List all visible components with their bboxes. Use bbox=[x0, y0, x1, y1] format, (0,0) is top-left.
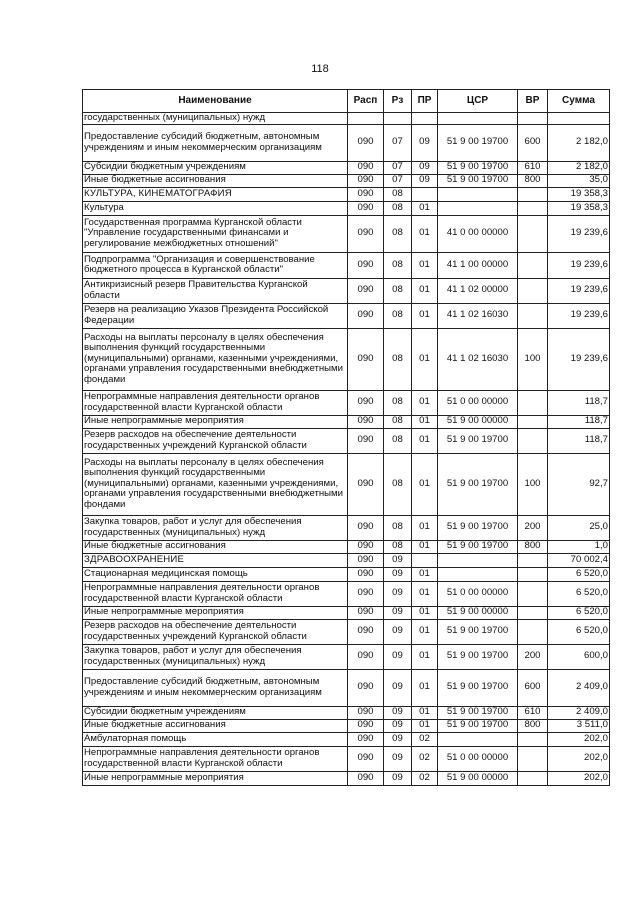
cell-csr bbox=[438, 567, 518, 581]
cell-rz: 08 bbox=[384, 252, 412, 278]
cell-name: КУЛЬТУРА, КИНЕМАТОГРАФИЯ bbox=[83, 187, 348, 201]
cell-rasp: 090 bbox=[348, 771, 384, 785]
cell-vr: 200 bbox=[518, 515, 548, 540]
cell-csr: 51 9 00 19700 bbox=[438, 453, 518, 515]
cell-csr: 51 9 00 00000 bbox=[438, 415, 518, 428]
cell-rasp: 090 bbox=[348, 161, 384, 174]
cell-pr: 02 bbox=[412, 746, 438, 771]
cell-pr: 01 bbox=[412, 215, 438, 252]
table-row bbox=[83, 581, 610, 606]
page-number: 118 bbox=[311, 63, 329, 75]
cell-sum: 202,0 bbox=[548, 771, 610, 785]
cell-rasp: 090 bbox=[348, 252, 384, 278]
cell-vr bbox=[518, 303, 548, 328]
cell-rasp: 090 bbox=[348, 606, 384, 619]
cell-rz: 09 bbox=[384, 553, 412, 567]
cell-rasp: 090 bbox=[348, 415, 384, 428]
cell-vr bbox=[518, 553, 548, 567]
cell-sum bbox=[548, 113, 610, 125]
cell-rasp: 090 bbox=[348, 515, 384, 540]
cell-pr: 01 bbox=[412, 515, 438, 540]
table-row bbox=[83, 174, 610, 187]
cell-pr: 01 bbox=[412, 252, 438, 278]
cell-vr: 800 bbox=[518, 540, 548, 553]
cell-vr bbox=[518, 215, 548, 252]
cell-rasp: 090 bbox=[348, 746, 384, 771]
cell-sum: 2 182,0 bbox=[548, 161, 610, 174]
cell-sum: 19 239,6 bbox=[548, 252, 610, 278]
table-row bbox=[83, 201, 610, 215]
cell-sum: 118,7 bbox=[548, 428, 610, 453]
table-row bbox=[83, 113, 610, 125]
cell-sum: 19 239,6 bbox=[548, 215, 610, 252]
cell-csr: 51 9 00 19700 bbox=[438, 719, 518, 732]
cell-csr: 51 0 00 00000 bbox=[438, 581, 518, 606]
cell-name: Предоставление субсидий бюджетным, автономным учреждениям и иным некоммерческим организациям bbox=[83, 669, 348, 706]
cell-name: государственных (муниципальных) нужд bbox=[83, 113, 348, 125]
table-row bbox=[83, 606, 610, 619]
table-header-row bbox=[83, 90, 610, 113]
cell-rasp: 090 bbox=[348, 719, 384, 732]
cell-pr: 01 bbox=[412, 644, 438, 669]
cell-name: Непрограммные направления деятельности органов государственной власти Курганской области bbox=[83, 581, 348, 606]
cell-name: Иные бюджетные ассигнования bbox=[83, 174, 348, 187]
table-row bbox=[83, 453, 610, 515]
cell-vr bbox=[518, 113, 548, 125]
cell-vr: 100 bbox=[518, 453, 548, 515]
cell-pr: 01 bbox=[412, 201, 438, 215]
cell-csr bbox=[438, 201, 518, 215]
cell-vr bbox=[518, 619, 548, 644]
cell-sum: 202,0 bbox=[548, 732, 610, 746]
cell-csr: 51 9 00 19700 bbox=[438, 161, 518, 174]
cell-rz: 08 bbox=[384, 415, 412, 428]
cell-pr: 01 bbox=[412, 619, 438, 644]
cell-rz: 08 bbox=[384, 390, 412, 415]
cell-csr: 41 1 02 16030 bbox=[438, 328, 518, 390]
cell-rz: 09 bbox=[384, 644, 412, 669]
cell-rz: 08 bbox=[384, 187, 412, 201]
table-row bbox=[83, 644, 610, 669]
cell-vr bbox=[518, 606, 548, 619]
cell-csr: 51 9 00 19700 bbox=[438, 515, 518, 540]
cell-rz bbox=[384, 113, 412, 125]
cell-name: Субсидии бюджетным учреждениям bbox=[83, 706, 348, 719]
cell-sum: 6 520,0 bbox=[548, 606, 610, 619]
table-row bbox=[83, 732, 610, 746]
cell-rz: 08 bbox=[384, 215, 412, 252]
cell-rasp: 090 bbox=[348, 732, 384, 746]
cell-sum: 118,7 bbox=[548, 390, 610, 415]
cell-rasp bbox=[348, 113, 384, 125]
cell-rasp: 090 bbox=[348, 428, 384, 453]
cell-pr: 01 bbox=[412, 390, 438, 415]
table-row bbox=[83, 124, 610, 161]
cell-rasp: 090 bbox=[348, 215, 384, 252]
cell-sum: 6 520,0 bbox=[548, 581, 610, 606]
cell-rasp: 090 bbox=[348, 540, 384, 553]
cell-rz: 08 bbox=[384, 428, 412, 453]
cell-csr: 51 9 00 19700 bbox=[438, 706, 518, 719]
cell-name: Амбулаторная помощь bbox=[83, 732, 348, 746]
table-row bbox=[83, 303, 610, 328]
cell-name: Резерв расходов на обеспечение деятельности государственных учреждений Курганской области bbox=[83, 619, 348, 644]
cell-pr: 01 bbox=[412, 278, 438, 303]
cell-rasp: 090 bbox=[348, 644, 384, 669]
cell-csr bbox=[438, 553, 518, 567]
cell-csr: 51 9 00 19700 bbox=[438, 644, 518, 669]
cell-sum: 19 239,6 bbox=[548, 303, 610, 328]
cell-sum: 2 409,0 bbox=[548, 706, 610, 719]
cell-name: Закупка товаров, работ и услуг для обеспечения государственных (муниципальных) нужд bbox=[83, 515, 348, 540]
cell-vr: 800 bbox=[518, 719, 548, 732]
table-row bbox=[83, 719, 610, 732]
column-header-csr: ЦСР bbox=[438, 90, 518, 113]
table-row bbox=[83, 390, 610, 415]
cell-pr: 01 bbox=[412, 428, 438, 453]
cell-vr bbox=[518, 771, 548, 785]
cell-name: Стационарная медицинская помощь bbox=[83, 567, 348, 581]
table-row bbox=[83, 252, 610, 278]
table-row bbox=[83, 706, 610, 719]
cell-sum: 1,0 bbox=[548, 540, 610, 553]
cell-pr: 01 bbox=[412, 669, 438, 706]
column-header-rasp: Расп bbox=[348, 90, 384, 113]
cell-pr: 01 bbox=[412, 415, 438, 428]
cell-sum: 35,0 bbox=[548, 174, 610, 187]
cell-rasp: 090 bbox=[348, 124, 384, 161]
section-row bbox=[83, 187, 610, 201]
cell-rasp: 090 bbox=[348, 278, 384, 303]
cell-rz: 08 bbox=[384, 453, 412, 515]
table-row bbox=[83, 215, 610, 252]
cell-rz: 08 bbox=[384, 540, 412, 553]
cell-sum: 19 239,6 bbox=[548, 328, 610, 390]
cell-csr bbox=[438, 113, 518, 125]
cell-pr: 01 bbox=[412, 719, 438, 732]
cell-name: Иные бюджетные ассигнования bbox=[83, 719, 348, 732]
cell-csr: 51 9 00 00000 bbox=[438, 606, 518, 619]
cell-rz: 09 bbox=[384, 567, 412, 581]
cell-sum: 19 358,3 bbox=[548, 201, 610, 215]
cell-csr bbox=[438, 187, 518, 201]
cell-vr: 610 bbox=[518, 706, 548, 719]
cell-rasp: 090 bbox=[348, 201, 384, 215]
table-row bbox=[83, 515, 610, 540]
table-row bbox=[83, 328, 610, 390]
cell-name: Иные непрограммные мероприятия bbox=[83, 771, 348, 785]
table-row bbox=[83, 567, 610, 581]
cell-rz: 07 bbox=[384, 124, 412, 161]
cell-name: Резерв на реализацию Указов Президента Российской Федерации bbox=[83, 303, 348, 328]
cell-vr bbox=[518, 252, 548, 278]
cell-vr bbox=[518, 415, 548, 428]
cell-csr: 51 9 00 19700 bbox=[438, 669, 518, 706]
cell-vr: 200 bbox=[518, 644, 548, 669]
cell-rasp: 090 bbox=[348, 619, 384, 644]
table-row bbox=[83, 428, 610, 453]
cell-csr: 51 9 00 19700 bbox=[438, 619, 518, 644]
cell-csr: 41 1 02 00000 bbox=[438, 278, 518, 303]
table-row bbox=[83, 669, 610, 706]
cell-csr: 51 9 00 19700 bbox=[438, 540, 518, 553]
cell-pr: 01 bbox=[412, 567, 438, 581]
cell-pr: 01 bbox=[412, 453, 438, 515]
cell-vr: 600 bbox=[518, 669, 548, 706]
cell-rasp: 090 bbox=[348, 706, 384, 719]
table-row bbox=[83, 746, 610, 771]
cell-pr: 01 bbox=[412, 606, 438, 619]
cell-sum: 25,0 bbox=[548, 515, 610, 540]
cell-rz: 09 bbox=[384, 581, 412, 606]
cell-csr: 41 1 02 16030 bbox=[438, 303, 518, 328]
cell-name: Резерв расходов на обеспечение деятельности государственных учреждений Курганской области bbox=[83, 428, 348, 453]
cell-vr bbox=[518, 567, 548, 581]
cell-rz: 09 bbox=[384, 746, 412, 771]
cell-sum: 3 511,0 bbox=[548, 719, 610, 732]
cell-pr: 01 bbox=[412, 706, 438, 719]
cell-csr bbox=[438, 732, 518, 746]
cell-vr bbox=[518, 278, 548, 303]
cell-name: Субсидии бюджетным учреждениям bbox=[83, 161, 348, 174]
cell-csr: 51 9 00 19700 bbox=[438, 428, 518, 453]
cell-sum: 6 520,0 bbox=[548, 619, 610, 644]
column-header-name: Наименование bbox=[83, 90, 348, 113]
cell-pr bbox=[412, 113, 438, 125]
cell-rz: 09 bbox=[384, 619, 412, 644]
cell-name: Непрограммные направления деятельности органов государственной власти Курганской области bbox=[83, 746, 348, 771]
cell-rasp: 090 bbox=[348, 553, 384, 567]
table-row bbox=[83, 278, 610, 303]
table-row bbox=[83, 540, 610, 553]
cell-vr bbox=[518, 581, 548, 606]
cell-rz: 09 bbox=[384, 771, 412, 785]
cell-name: ЗДРАВООХРАНЕНИЕ bbox=[83, 553, 348, 567]
cell-csr: 51 0 00 00000 bbox=[438, 746, 518, 771]
cell-csr: 51 9 00 00000 bbox=[438, 771, 518, 785]
cell-sum: 19 239,6 bbox=[548, 278, 610, 303]
cell-rasp: 090 bbox=[348, 328, 384, 390]
cell-rz: 09 bbox=[384, 732, 412, 746]
cell-pr: 01 bbox=[412, 540, 438, 553]
cell-rz: 08 bbox=[384, 303, 412, 328]
cell-vr bbox=[518, 746, 548, 771]
cell-name: Подпрограмма "Организация и совершенствование бюджетного процесса в Курганской области" bbox=[83, 252, 348, 278]
cell-name: Расходы на выплаты персоналу в целях обеспечения выполнения функций государственными (муниципальными) органами, казенными учреждениями, органами управления государственными внебюджетными фондами bbox=[83, 453, 348, 515]
column-header-rz: Рз bbox=[384, 90, 412, 113]
cell-name: Антикризисный резерв Правительства Курганской области bbox=[83, 278, 348, 303]
cell-vr: 600 bbox=[518, 124, 548, 161]
cell-rz: 08 bbox=[384, 515, 412, 540]
cell-vr bbox=[518, 187, 548, 201]
cell-pr: 02 bbox=[412, 771, 438, 785]
cell-csr: 41 1 00 00000 bbox=[438, 252, 518, 278]
cell-rasp: 090 bbox=[348, 303, 384, 328]
cell-vr: 800 bbox=[518, 174, 548, 187]
cell-name: Закупка товаров, работ и услуг для обеспечения государственных (муниципальных) нужд bbox=[83, 644, 348, 669]
cell-pr: 02 bbox=[412, 732, 438, 746]
cell-sum: 70 002,4 bbox=[548, 553, 610, 567]
cell-name: Предоставление субсидий бюджетным, автономным учреждениям и иным некоммерческим организациям bbox=[83, 124, 348, 161]
cell-pr bbox=[412, 187, 438, 201]
cell-name: Иные непрограммные мероприятия bbox=[83, 606, 348, 619]
column-header-sum: Сумма bbox=[548, 90, 610, 113]
cell-rasp: 090 bbox=[348, 453, 384, 515]
column-header-pr: ПР bbox=[412, 90, 438, 113]
table-row bbox=[83, 415, 610, 428]
cell-csr: 51 9 00 19700 bbox=[438, 124, 518, 161]
cell-rz: 08 bbox=[384, 201, 412, 215]
cell-pr: 09 bbox=[412, 174, 438, 187]
cell-sum: 2 182,0 bbox=[548, 124, 610, 161]
cell-rasp: 090 bbox=[348, 187, 384, 201]
cell-rz: 09 bbox=[384, 669, 412, 706]
section-row bbox=[83, 553, 610, 567]
cell-vr bbox=[518, 201, 548, 215]
table-row bbox=[83, 771, 610, 785]
cell-rz: 08 bbox=[384, 278, 412, 303]
cell-vr bbox=[518, 428, 548, 453]
cell-vr: 100 bbox=[518, 328, 548, 390]
cell-sum: 92,7 bbox=[548, 453, 610, 515]
cell-rasp: 090 bbox=[348, 174, 384, 187]
cell-vr bbox=[518, 390, 548, 415]
cell-rz: 07 bbox=[384, 174, 412, 187]
cell-rz: 09 bbox=[384, 706, 412, 719]
cell-sum: 600,0 bbox=[548, 644, 610, 669]
cell-pr: 09 bbox=[412, 124, 438, 161]
cell-rz: 07 bbox=[384, 161, 412, 174]
cell-vr bbox=[518, 732, 548, 746]
table-row bbox=[83, 619, 610, 644]
cell-rasp: 090 bbox=[348, 390, 384, 415]
table-row bbox=[83, 161, 610, 174]
cell-rz: 09 bbox=[384, 606, 412, 619]
cell-rasp: 090 bbox=[348, 669, 384, 706]
cell-rz: 09 bbox=[384, 719, 412, 732]
column-header-vr: ВР bbox=[518, 90, 548, 113]
cell-sum: 202,0 bbox=[548, 746, 610, 771]
cell-name: Иные бюджетные ассигнования bbox=[83, 540, 348, 553]
cell-name: Иные непрограммные мероприятия bbox=[83, 415, 348, 428]
cell-csr: 51 0 00 00000 bbox=[438, 390, 518, 415]
cell-vr: 610 bbox=[518, 161, 548, 174]
cell-pr: 01 bbox=[412, 328, 438, 390]
cell-name: Расходы на выплаты персоналу в целях обеспечения выполнения функций государственными (муниципальными) органами, казенными учреждениями, органами управления государственными внебюджетными фондами bbox=[83, 328, 348, 390]
cell-pr bbox=[412, 553, 438, 567]
cell-pr: 01 bbox=[412, 303, 438, 328]
cell-sum: 118,7 bbox=[548, 415, 610, 428]
cell-rasp: 090 bbox=[348, 567, 384, 581]
cell-sum: 2 409,0 bbox=[548, 669, 610, 706]
cell-csr: 41 0 00 00000 bbox=[438, 215, 518, 252]
cell-csr: 51 9 00 19700 bbox=[438, 174, 518, 187]
cell-name: Непрограммные направления деятельности органов государственной власти Курганской области bbox=[83, 390, 348, 415]
budget-table bbox=[82, 89, 610, 786]
cell-name: Культура bbox=[83, 201, 348, 215]
cell-name: Государственная программа Курганской области "Управление государственными финансами и регулирование межбюджетных отношений" bbox=[83, 215, 348, 252]
cell-sum: 6 520,0 bbox=[548, 567, 610, 581]
cell-rz: 08 bbox=[384, 328, 412, 390]
cell-sum: 19 358,3 bbox=[548, 187, 610, 201]
cell-rasp: 090 bbox=[348, 581, 384, 606]
cell-pr: 09 bbox=[412, 161, 438, 174]
cell-pr: 01 bbox=[412, 581, 438, 606]
